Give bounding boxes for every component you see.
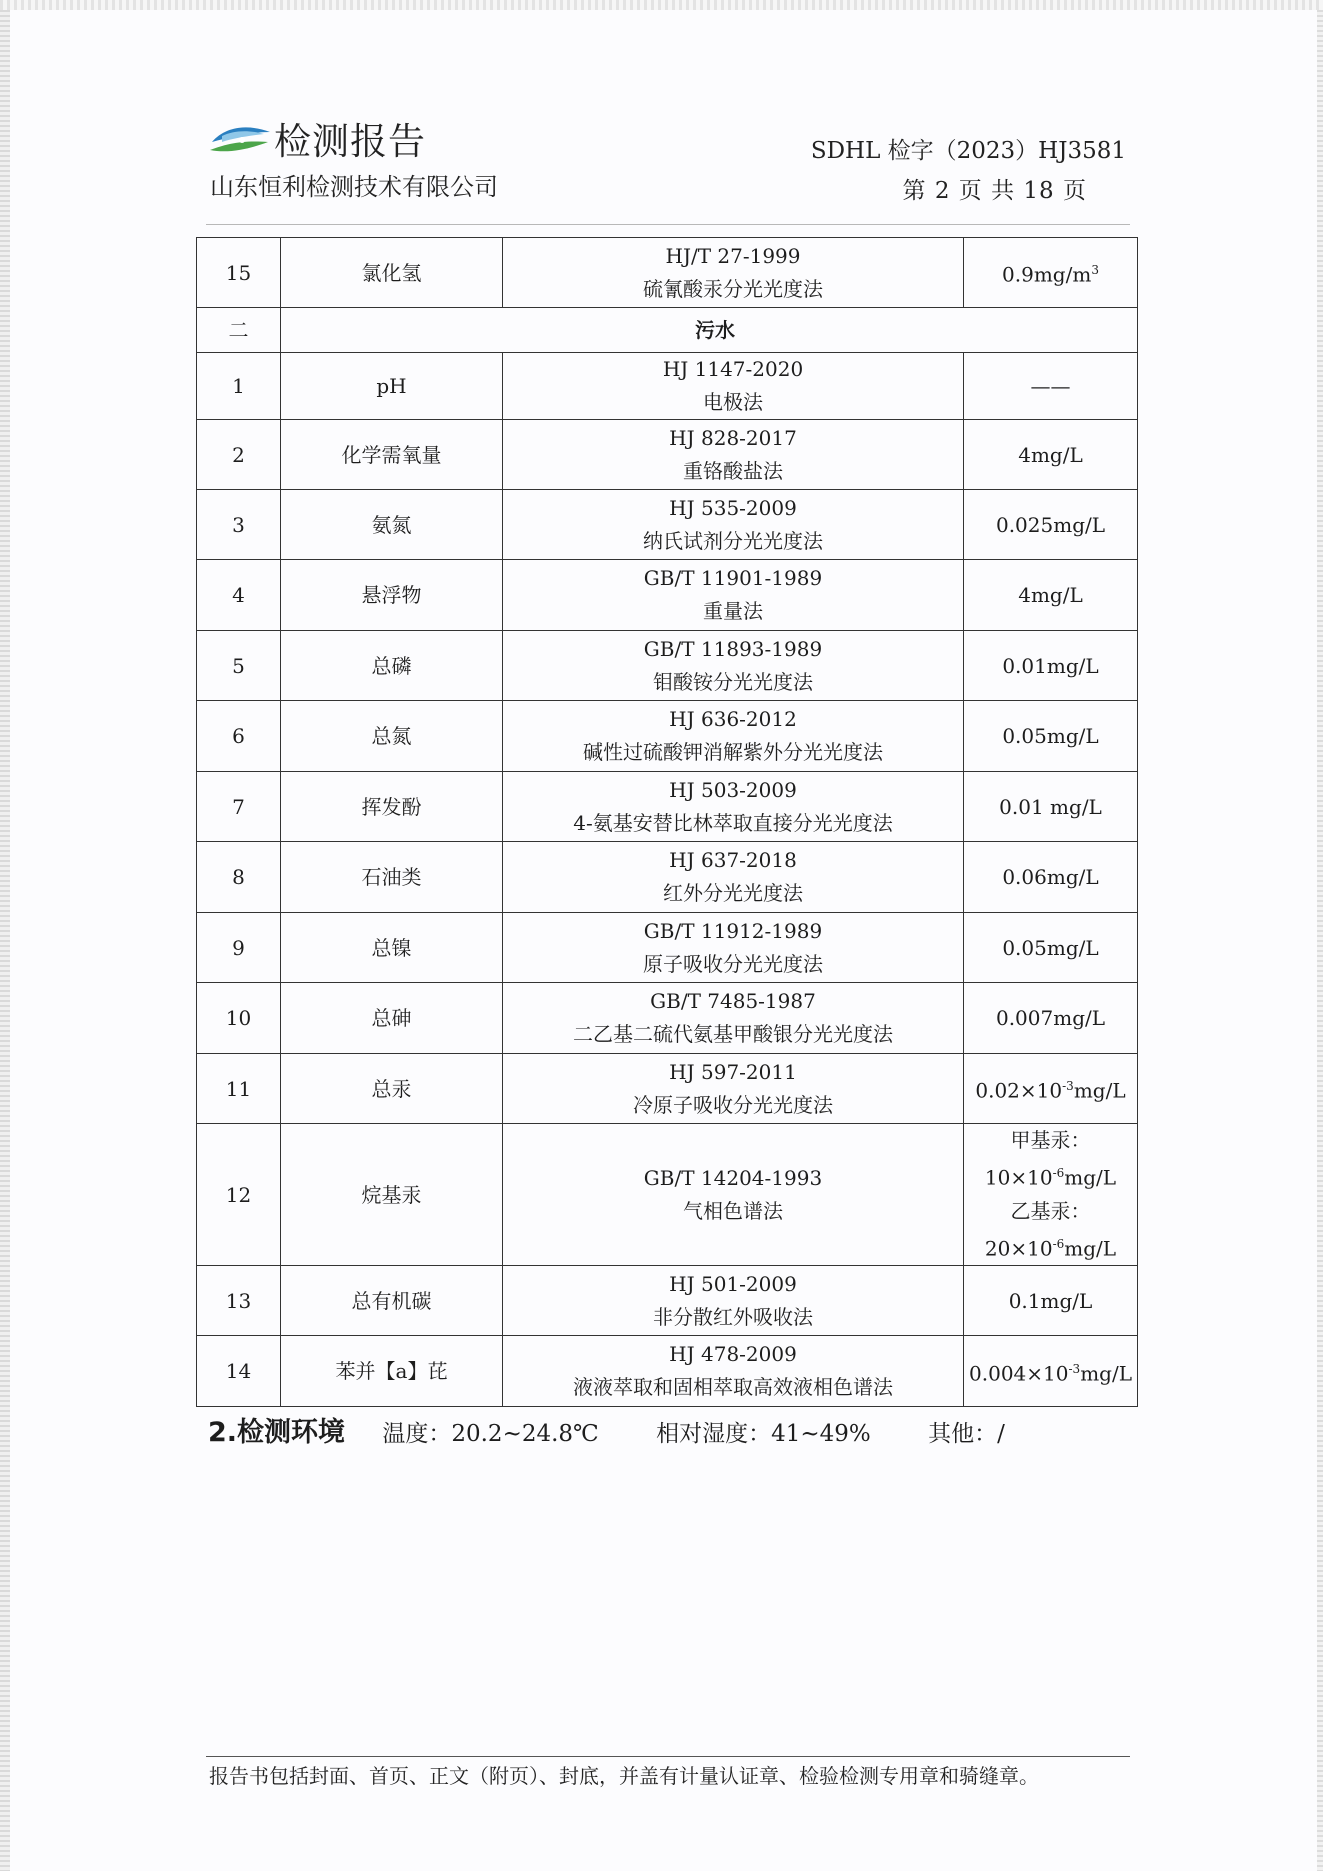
row-method — [503, 983, 964, 1054]
method-standard: GB/T 7485-1987 — [650, 989, 816, 1013]
environment-line — [208, 1413, 1005, 1454]
row-item: pH — [281, 353, 503, 420]
row-no: 14 — [197, 1336, 281, 1407]
header-divider — [206, 224, 1130, 225]
row-limit: 0.1mg/L — [964, 1266, 1138, 1336]
limit-label: 甲基汞： — [1010, 1128, 1091, 1152]
table-row — [197, 631, 1138, 701]
row-limit: 4mg/L — [964, 420, 1138, 490]
limit-label: 乙基汞： — [1010, 1198, 1091, 1223]
limit-exponent: -6 — [1052, 1166, 1065, 1180]
row-method — [503, 1054, 964, 1124]
limit-value-line — [964, 1157, 1137, 1195]
limit-exponent: -6 — [1052, 1236, 1065, 1251]
section-no: 二 — [197, 308, 281, 353]
method-standard: GB/T 14204-1993 — [643, 1165, 823, 1190]
method-standard: HJ 1147-2020 — [662, 357, 804, 381]
row-no: 7 — [197, 772, 281, 842]
limit-unit: mg/L — [1064, 1165, 1117, 1190]
row-method — [503, 1266, 964, 1336]
method-name: 二乙基二硫代氨基甲酸银分光光度法 — [573, 1022, 893, 1046]
method-name: 4-氨基安替比林萃取直接分光光度法 — [573, 810, 893, 835]
limit-mantissa: 20×10 — [984, 1236, 1053, 1261]
environment-heading: 2.检测环境 — [208, 1417, 346, 1448]
method-standard: HJ 503-2009 — [669, 777, 797, 802]
limit-mantissa: 0.004×10 — [969, 1361, 1069, 1386]
row-item: 氯化氢 — [281, 238, 503, 308]
method-name: 液液萃取和固相萃取高效液相色谱法 — [573, 1375, 893, 1400]
row-no: 3 — [197, 490, 281, 560]
row-limit: —— — [964, 353, 1138, 420]
table-row — [197, 560, 1138, 631]
row-item: 总有机碳 — [281, 1266, 503, 1336]
row-limit — [964, 1124, 1138, 1266]
row-item: 挥发酚 — [281, 772, 503, 842]
company-name: 山东恒利检测技术有限公司 — [210, 173, 498, 201]
method-name: 纳氏试剂分光光度法 — [643, 528, 823, 553]
row-limit — [964, 238, 1138, 308]
method-standard: HJ 501-2009 — [669, 1271, 797, 1296]
limit-mantissa: 0.02×10 — [975, 1078, 1063, 1103]
row-no: 5 — [197, 631, 281, 701]
method-standard: GB/T 11901-1989 — [643, 566, 823, 590]
row-item: 总砷 — [281, 983, 503, 1054]
limit-exponent: -3 — [1062, 1079, 1074, 1094]
limit-unit: mg/L — [1073, 1078, 1126, 1103]
row-item: 总氮 — [281, 701, 503, 772]
limit-mantissa: 10×10 — [984, 1165, 1053, 1190]
table-row — [197, 772, 1138, 842]
row-item: 总镍 — [281, 913, 503, 983]
row-method — [503, 913, 964, 983]
row-method — [503, 560, 964, 631]
method-standard: HJ 637-2018 — [669, 848, 797, 872]
scan-edge-left — [0, 0, 10, 1871]
method-name: 钼酸铵分光光度法 — [653, 669, 813, 694]
report-number: SDHL 检字（2023）HJ3581 — [810, 138, 1126, 164]
method-standard: HJ 478-2009 — [669, 1342, 797, 1367]
section-name: 污水 — [281, 308, 1138, 353]
method-standard: HJ 828-2017 — [669, 425, 797, 450]
row-method — [503, 1336, 964, 1407]
method-standard: HJ/T 27-1999 — [665, 243, 801, 268]
row-method — [503, 842, 964, 913]
row-item: 化学需氧量 — [281, 420, 503, 490]
row-no: 11 — [197, 1054, 281, 1124]
table-row — [197, 983, 1138, 1054]
row-no: 15 — [197, 238, 281, 308]
row-no: 8 — [197, 842, 281, 913]
method-name: 重铬酸盐法 — [683, 458, 783, 483]
row-limit: 0.06mg/L — [964, 842, 1138, 913]
row-method — [503, 701, 964, 772]
limit-exponent: -3 — [1068, 1361, 1081, 1376]
table-row — [197, 913, 1138, 983]
row-no: 2 — [197, 420, 281, 490]
row-method — [503, 490, 964, 560]
page-indicator: 第 2 页 共 18 页 — [902, 178, 1087, 204]
row-limit: 0.05mg/L — [964, 701, 1138, 772]
row-item: 烷基汞 — [281, 1124, 503, 1266]
row-limit: 4mg/L — [964, 560, 1138, 631]
row-item: 氨氮 — [281, 490, 503, 560]
method-name: 气相色谱法 — [683, 1198, 783, 1223]
section-row — [197, 308, 1138, 353]
environment-other: 其他：/ — [928, 1421, 1005, 1447]
method-standard: HJ 535-2009 — [669, 495, 797, 520]
table-row — [197, 842, 1138, 913]
row-no: 9 — [197, 913, 281, 983]
limit-value-line — [964, 1228, 1137, 1266]
limit-unit: mg/L — [1080, 1361, 1132, 1386]
row-limit: 0.05mg/L — [964, 913, 1138, 983]
limit-value: 0.9mg/m — [1002, 262, 1092, 287]
row-no: 1 — [197, 353, 281, 420]
row-item: 总磷 — [281, 631, 503, 701]
method-name: 红外分光光度法 — [663, 881, 803, 905]
method-name: 电极法 — [703, 390, 763, 414]
table-row — [197, 420, 1138, 490]
table-row — [197, 353, 1138, 420]
table-row — [197, 1336, 1138, 1407]
method-name: 原子吸收分光光度法 — [643, 951, 823, 976]
method-standard: HJ 636-2012 — [669, 707, 797, 731]
limit-unit: mg/L — [1064, 1236, 1117, 1261]
method-standard: HJ 597-2011 — [669, 1059, 797, 1084]
row-no: 10 — [197, 983, 281, 1054]
row-method — [503, 631, 964, 701]
method-name: 冷原子吸收分光光度法 — [633, 1092, 833, 1117]
row-limit: 0.01mg/L — [964, 631, 1138, 701]
row-item: 苯并【a】芘 — [281, 1336, 503, 1407]
row-item: 石油类 — [281, 842, 503, 913]
row-limit: 0.025mg/L — [964, 490, 1138, 560]
row-item: 总汞 — [281, 1054, 503, 1124]
row-no: 13 — [197, 1266, 281, 1336]
table-row — [197, 490, 1138, 560]
report-title: 检测报告 — [274, 120, 426, 163]
row-method — [503, 353, 964, 420]
method-name: 碱性过硫酸钾消解紫外分光光度法 — [583, 740, 883, 764]
method-table — [196, 237, 1138, 1407]
row-method — [503, 238, 964, 308]
table-row — [197, 1054, 1138, 1124]
scan-edge-right — [1317, 0, 1323, 1871]
method-name: 非分散红外吸收法 — [653, 1304, 813, 1329]
footer-note: 报告书包括封面、首页、正文（附页）、封底，并盖有计量认证章、检验检测专用章和骑缝章。 — [209, 1764, 1039, 1788]
method-standard: GB/T 11912-1989 — [643, 918, 823, 943]
row-no: 4 — [197, 560, 281, 631]
row-no: 6 — [197, 701, 281, 772]
row-no: 12 — [197, 1124, 281, 1266]
scan-edge-top — [0, 0, 1323, 10]
environment-temperature: 温度：20.2~24.8℃ — [382, 1421, 599, 1447]
limit-exponent: 3 — [1091, 263, 1099, 278]
row-method — [503, 420, 964, 490]
table-row — [197, 701, 1138, 772]
row-method — [503, 772, 964, 842]
table-row — [197, 1266, 1138, 1336]
table-row — [197, 1124, 1138, 1266]
method-standard: GB/T 11893-1989 — [643, 636, 823, 661]
method-name: 硫氰酸汞分光光度法 — [643, 276, 823, 301]
row-item: 悬浮物 — [281, 560, 503, 631]
row-limit: 0.01 mg/L — [964, 772, 1138, 842]
row-limit — [964, 1054, 1138, 1124]
environment-humidity: 相对湿度：41~49% — [656, 1421, 871, 1447]
company-logo-icon — [208, 120, 274, 160]
row-limit: 0.007mg/L — [964, 983, 1138, 1054]
method-name: 重量法 — [703, 599, 763, 623]
footer-divider — [206, 1756, 1130, 1757]
row-method — [503, 1124, 964, 1266]
table-row — [197, 238, 1138, 308]
row-limit — [964, 1336, 1138, 1407]
